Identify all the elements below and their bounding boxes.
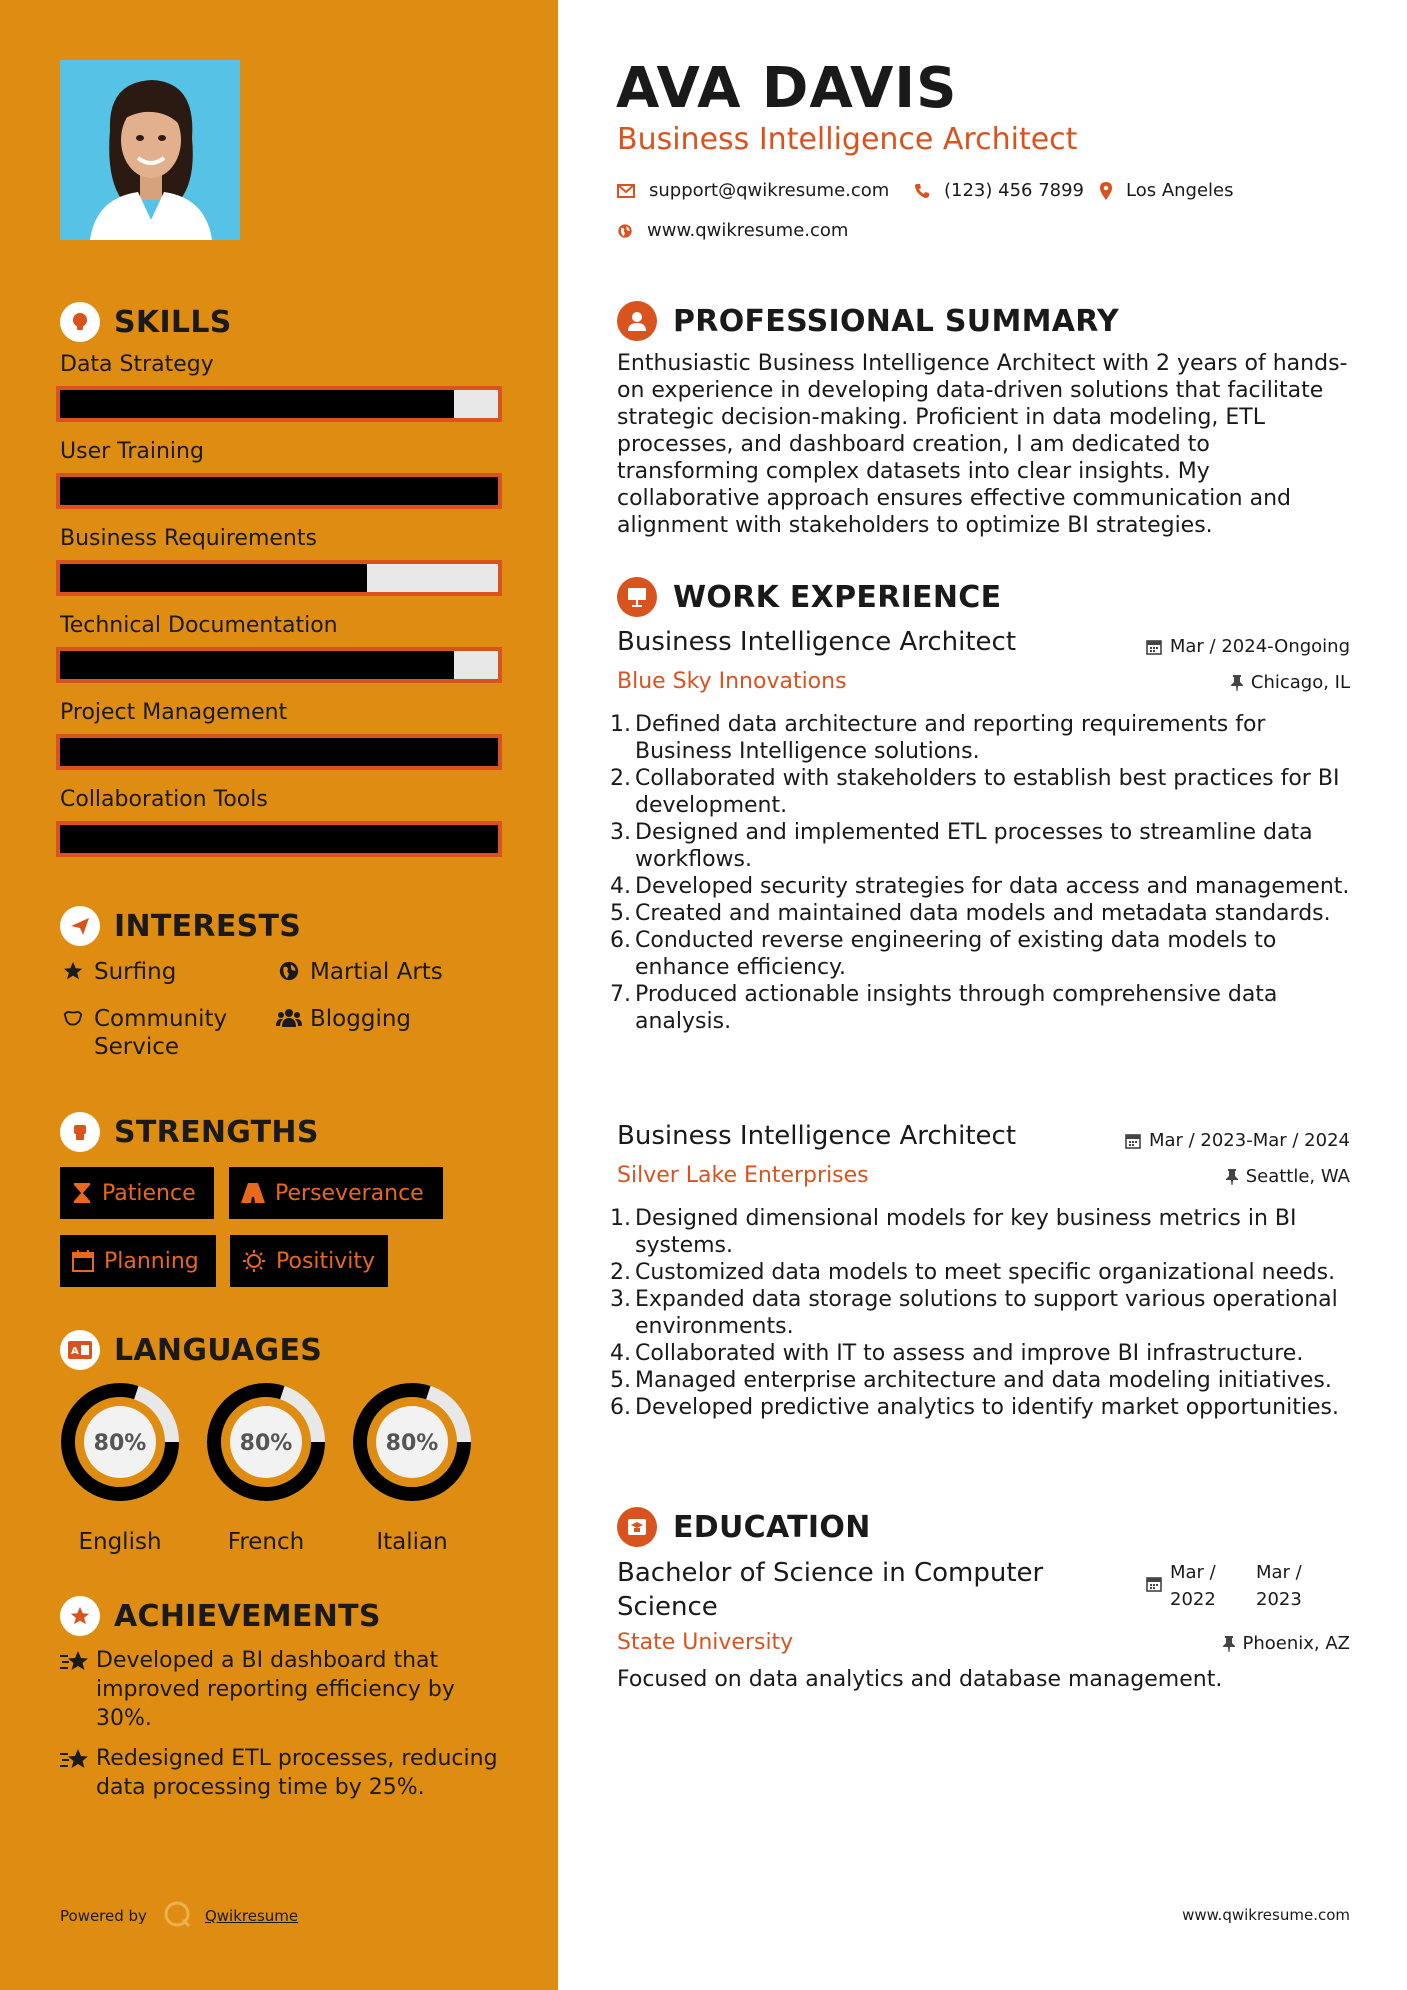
interest-item (276, 958, 443, 986)
experience-title: WORK EXPERIENCE (673, 579, 1002, 615)
powered-by (60, 1900, 298, 1932)
job-duties (610, 711, 1360, 1035)
envelope-icon (617, 184, 635, 198)
paper-plane-icon (60, 906, 100, 946)
interest-label: Community Service (94, 1006, 228, 1060)
duty-item: 2. Customized data models to meet specific organizational needs. (610, 1260, 1336, 1285)
job-duties (610, 1205, 1360, 1421)
interest-item (60, 1005, 234, 1061)
contact-location (1100, 180, 1234, 201)
strengths-heading (60, 1112, 319, 1152)
duty-item: 7. Produced actionable insights through comprehensive data analysis. (610, 982, 1278, 1034)
strength-badge: Positivity (230, 1235, 388, 1287)
qwikresume-logo-icon (163, 1900, 191, 1932)
education-end-date: Mar / 2023 (1256, 1562, 1302, 1610)
strength-badge: Patience (60, 1167, 214, 1219)
skill-name: Business Requirements (60, 526, 317, 551)
calendar-icon (1125, 1133, 1141, 1149)
skill-level-fill (60, 651, 454, 679)
users-icon (276, 1005, 302, 1029)
company-name: Silver Lake Enterprises (617, 1163, 869, 1188)
contact-email (617, 180, 889, 201)
strength-badge: Planning (60, 1235, 216, 1287)
skill-name: Data Strategy (60, 352, 214, 377)
skill-name: Project Management (60, 700, 288, 725)
star-icon (60, 958, 86, 982)
qwikresume-link[interactable]: Qwikresume (204, 1907, 299, 1925)
education-description: Focused on data analytics and database management. (617, 1667, 1223, 1692)
duty-item: 5. Managed enterprise architecture and data modeling initiatives. (610, 1368, 1332, 1393)
language-name: Italian (376, 1529, 448, 1555)
languages-title: LANGUAGES (114, 1332, 323, 1368)
interests-heading (60, 906, 301, 946)
profile-photo (60, 60, 240, 240)
shooting-star-icon (60, 1646, 96, 1733)
candidate-name: AVA DAVIS (616, 56, 958, 121)
language-item (205, 1381, 327, 1555)
interest-label: Blogging (310, 1006, 412, 1032)
location-text: Los Angeles (1126, 180, 1234, 201)
summary-title: PROFESSIONAL SUMMARY (673, 303, 1120, 339)
website-text[interactable]: www.qwikresume.com (647, 220, 849, 241)
duty-item: 5. Created and maintained data models and metadata standards. (610, 901, 1331, 926)
achievements-title: ACHIEVEMENTS (114, 1598, 381, 1634)
phone-icon (914, 183, 930, 199)
duty-item: 4. Developed security strategies for data access and management. (610, 874, 1350, 899)
calendar-icon (1146, 639, 1162, 655)
duty-item: 4. Collaborated with IT to assess and improve BI infrastructure. (610, 1341, 1304, 1366)
skill-level-bar (56, 560, 502, 596)
duty-item: 3. Designed and implemented ETL processes to streamline data workflows. (610, 820, 1313, 872)
interest-item (60, 958, 176, 986)
pushpin-icon (1226, 1169, 1238, 1185)
job-location: Chicago, IL (1231, 672, 1350, 693)
language-icon (60, 1330, 100, 1370)
strengths-title: STRENGTHS (114, 1114, 319, 1150)
strength-badge: Perseverance (229, 1167, 443, 1219)
presentation-icon (617, 577, 657, 617)
achievement-item (60, 1646, 500, 1733)
skill-level-fill (60, 825, 498, 853)
calendar-icon (1146, 1559, 1162, 1613)
language-item (351, 1381, 473, 1555)
education-location: Phoenix, AZ (1223, 1633, 1351, 1654)
degree-title: Bachelor of Science in Computer Science (617, 1558, 1044, 1622)
skill-level-bar (56, 386, 502, 422)
powered-by-label: Powered by (60, 1907, 147, 1925)
pushpin-icon (1231, 675, 1243, 691)
globe-icon (617, 223, 633, 239)
education-title: EDUCATION (673, 1509, 871, 1545)
language-item (59, 1381, 181, 1555)
star-badge-icon (60, 1596, 100, 1636)
skill-name: User Training (60, 439, 204, 464)
language-name: French (227, 1529, 305, 1555)
summary-text: Enthusiastic Business Intelligence Architect with 2 years of hands-on experience in developing data-driven solutions that facilitate strategic decision-making. Proficient in data modeling, ETL processes, and dashboard creation, I am dedicated to transforming complex datasets into clear insights. My collaborative approach ensures effective communication and alignment with stakeholders to optimize BI strategies. (617, 351, 1348, 538)
duty-item: 6. Developed predictive analytics to identify market opportunities. (610, 1395, 1339, 1420)
language-ring (205, 1381, 327, 1503)
road-icon (241, 1183, 265, 1203)
job-dates: Mar / 2024-Ongoing (1146, 636, 1350, 657)
company-name: Blue Sky Innovations (617, 669, 847, 694)
graduation-cap-icon (617, 1507, 657, 1547)
language-percent: 80% (93, 1431, 147, 1456)
language-ring (59, 1381, 181, 1503)
interest-label: Surfing (94, 959, 177, 985)
interest-label: Martial Arts (310, 959, 443, 985)
user-icon (617, 301, 657, 341)
achievement-item (60, 1744, 500, 1802)
calendar-icon (72, 1250, 94, 1272)
footer-website[interactable]: www.qwikresume.com (1182, 1906, 1350, 1924)
skills-title: SKILLS (114, 304, 232, 340)
duty-item: 1. Designed dimensional models for key business metrics in BI systems. (610, 1206, 1297, 1258)
language-percent: 80% (239, 1431, 293, 1456)
map-marker-icon (1100, 182, 1112, 200)
achievement-text: Developed a BI dashboard that improved reporting efficiency by 30%. (96, 1648, 455, 1731)
handshake-icon (60, 1005, 86, 1029)
shooting-star-icon (60, 1744, 96, 1802)
school-name: State University (617, 1630, 794, 1655)
interests-title: INTERESTS (114, 908, 302, 944)
experience-heading (617, 577, 1001, 617)
phone-text: (123) 456 7899 (944, 180, 1085, 201)
email-text[interactable]: support@qwikresume.com (649, 180, 890, 201)
language-ring (351, 1381, 473, 1503)
education-start-date: Mar / 2022 (1146, 1559, 1216, 1613)
sidebar (0, 0, 558, 1990)
duty-item: 3. Expanded data storage solutions to support various operational environments. (610, 1287, 1338, 1339)
skill-level-bar (56, 734, 502, 770)
skill-level-fill (60, 738, 498, 766)
skill-level-fill (60, 564, 367, 592)
candidate-title: Business Intelligence Architect (617, 122, 1078, 157)
skill-level-bar (56, 821, 502, 857)
achievement-text: Redesigned ETL processes, reducing data processing time by 25%. (96, 1746, 498, 1800)
skill-level-bar (56, 473, 502, 509)
skill-name: Technical Documentation (60, 613, 338, 638)
skills-heading (60, 302, 232, 342)
duty-item: 1. Defined data architecture and reporting requirements for Business Intelligence solutions. (610, 712, 1266, 764)
language-name: English (78, 1529, 162, 1555)
lightbulb-icon (60, 302, 100, 342)
skill-level-fill (60, 477, 498, 505)
job-title: Business Intelligence Architect (617, 627, 1017, 657)
skill-level-bar (56, 647, 502, 683)
summary-heading (617, 301, 1119, 341)
contact-phone (914, 180, 1084, 201)
contact-website (617, 220, 848, 241)
skill-level-fill (60, 390, 454, 418)
language-percent: 80% (385, 1431, 439, 1456)
globe-icon (276, 958, 302, 982)
duty-item: 6. Conducted reverse engineering of existing data models to enhance efficiency. (610, 928, 1277, 980)
sun-icon (242, 1249, 266, 1273)
duty-item: 2. Collaborated with stakeholders to establish best practices for BI development. (610, 766, 1340, 818)
job-location: Seattle, WA (1226, 1166, 1350, 1187)
languages-heading (60, 1330, 322, 1370)
pushpin-icon (1223, 1636, 1235, 1652)
job-dates: Mar / 2023-Mar / 2024 (1125, 1130, 1350, 1151)
interest-item (276, 1005, 411, 1033)
fist-icon (60, 1112, 100, 1152)
skill-name: Collaboration Tools (60, 787, 268, 812)
achievements-heading (60, 1596, 381, 1636)
education-heading (617, 1507, 871, 1547)
hourglass-icon (72, 1182, 92, 1204)
svg-text:A: A (71, 1346, 79, 1357)
job-title: Business Intelligence Architect (617, 1121, 1017, 1151)
